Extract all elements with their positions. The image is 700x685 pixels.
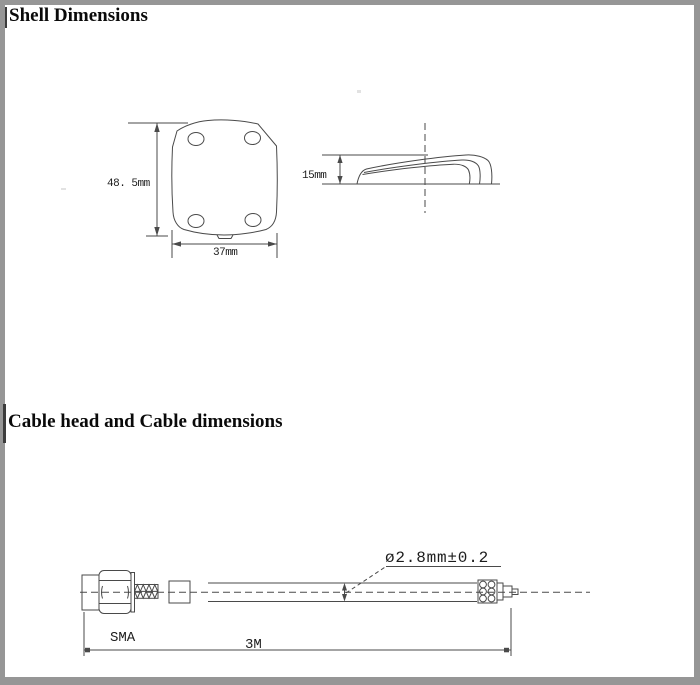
cable-length-label: 3M (245, 637, 262, 653)
shell-height-label: 48. 5mm (107, 178, 150, 190)
shell-side-height-dimension (302, 155, 343, 184)
crimp-ferrule (135, 585, 159, 599)
shell-mounting-holes (188, 132, 261, 228)
shell-profile-curves (357, 155, 492, 184)
cable-length-dimension (84, 608, 511, 656)
shell-side-height-label: 15mm (302, 170, 327, 182)
sma-connector-label: SMA (110, 630, 136, 646)
cable-end-ferrule (478, 580, 497, 603)
shell-width-label: 37mm (213, 247, 238, 259)
cable-dimensions-title: Cable head and Cable dimensions (8, 411, 283, 432)
shell-dimensions-title: Shell Dimensions (9, 5, 148, 26)
shell-side-view-drawing (302, 123, 500, 213)
shell-height-dimension (107, 123, 188, 236)
shell-width-dimension (172, 230, 277, 259)
cable-diameter-label: ø2.8mm±0.2 (385, 549, 490, 567)
cable-end-tip (497, 583, 518, 600)
cable-drawing (80, 549, 590, 656)
shell-front-view-drawing (107, 120, 277, 259)
cable-diameter-dimension (342, 549, 501, 602)
